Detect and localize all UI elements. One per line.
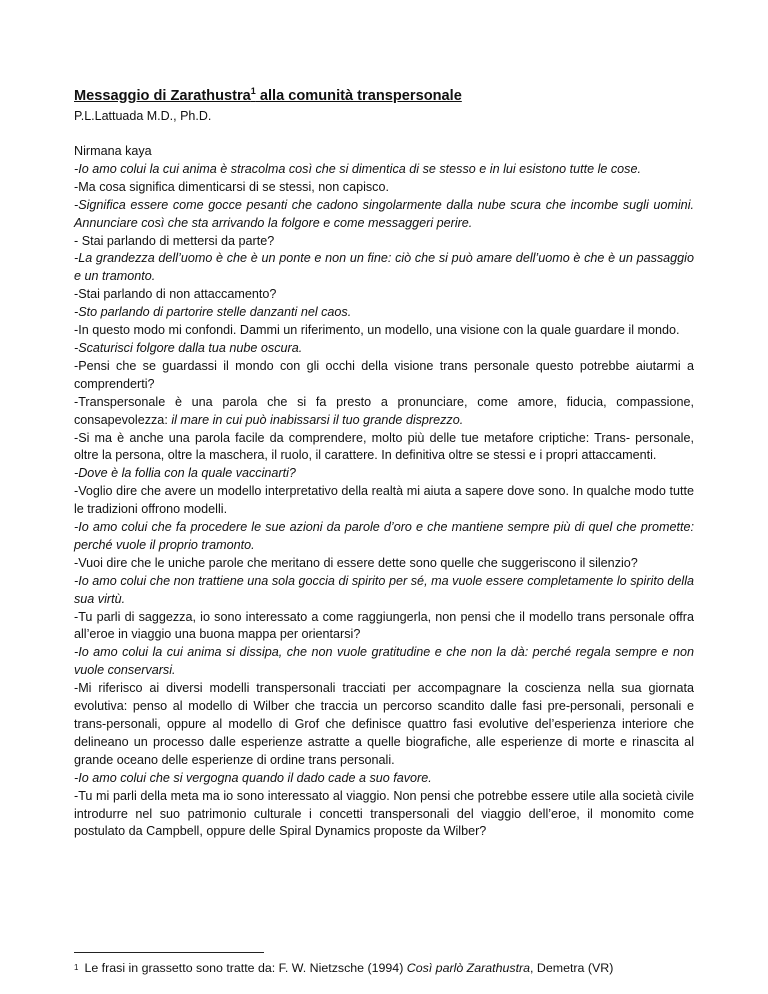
dialogue-line: [74, 161, 694, 179]
dialogue-line: [74, 233, 694, 251]
dialogue-line-text: -Pensi che se guardassi il mondo con gli occhi della visione trans personale questo potrebbe aiutarmi a comprenderti?: [74, 358, 694, 391]
footnote-separator: [74, 952, 264, 953]
dialogue-line: [74, 770, 694, 788]
dialogue-line-text: -Io amo colui che fa procedere le sue azioni da parole d’oro e che mantiene sempre più di quel che promette: perché vuole il proprio tramonto.: [74, 520, 694, 552]
dialogue-line: [74, 788, 694, 842]
footnote: [74, 960, 714, 976]
dialogue-line-text: -Io amo colui la cui anima è stracolma così che si dimentica di se stesso e in lui esistono tutte le cose.: [74, 161, 641, 176]
dialogue-line: [74, 179, 694, 197]
dialogue-line-text: -Mi riferisco ai diversi modelli transpersonali tracciati per accompagnare la coscienza nella sua giornata evolutiva: penso al modello di Wilber che traccia un percorso scandito dalle fasi pre-personali, personali e trans-personali, oppure al modello di Grof che definisce quattro fasi evolutive del’esperienza interiore che delineano un processo dalle esperienze astratte a quelle biografiche, alle esperienze di morte e rinascita al grande oceano delle esperienze di ordine trans personali.: [74, 681, 694, 767]
dialogue-line: [74, 430, 694, 466]
dialogue-line: [74, 555, 694, 573]
footnote-number: 1: [74, 963, 79, 972]
title-text-end: alla comunità transpersonale: [255, 88, 462, 104]
dialogue-line: [74, 322, 694, 340]
dialogue-line: [74, 394, 694, 430]
dialogue-line: [74, 286, 694, 304]
author-line: P.L.Lattuada M.D., Ph.D.: [74, 109, 212, 123]
dialogue-line: [74, 465, 694, 483]
dialogue-line: [74, 519, 694, 555]
dialogue-line-text: -Significa essere come gocce pesanti che cadono singolarmente dalla nube scura che incombe sugli uomini. Annunciare così che sta arrivando la folgore e come messaggeri perire.: [74, 197, 694, 230]
dialogue-line: [74, 358, 694, 394]
dialogue-line-text: -Sto parlando di partorire stelle danzanti nel caos.: [74, 305, 352, 320]
dialogue-line-text: -Io amo colui che non trattiene una sola goccia di spirito per sé, ma vuole essere completamente lo spirito della sua virtù.: [74, 573, 694, 606]
dialogue-line: [74, 573, 694, 609]
dialogue-line-text: -Io amo colui che si vergogna quando il dado cade a suo favore.: [74, 770, 432, 785]
dialogue-line-text: -Si ma è anche una parola facile da comprendere, molto più delle tue metafore criptiche: Trans- personale, oltre la persona, oltre la maschera, il ruolo, il carattere. In definitiva oltre se stessi e i propri attaccamenti.: [74, 430, 694, 463]
dialogue-line-text: -Tu parli di saggezza, io sono interessato a come raggiungerla, non pensi che il modello trans personale offra all’eroe in viaggio una buona mappa per orientarsi?: [74, 609, 694, 642]
dialogue-body: [74, 143, 694, 841]
dialogue-line: [74, 340, 694, 358]
dialogue-line-text: -Stai parlando di non attaccamento?: [74, 287, 277, 302]
dialogue-line: [74, 644, 694, 680]
dialogue-line-text: - Stai parlando di mettersi da parte?: [74, 233, 275, 248]
dialogue-line-italic: il mare in cui può inabissarsi il tuo grande disprezzo.: [171, 412, 464, 427]
dialogue-line: [74, 197, 694, 233]
dialogue-line-text: -La grandezza dell’uomo è che è un ponte e non un fine: ciò che si può amare dell’uomo è che è un passaggio e un tramonto.: [74, 251, 694, 284]
title-text: Messaggio di Zarathustra: [74, 88, 251, 104]
footnote-publisher: , Demetra (VR): [530, 961, 614, 975]
footnote-reference[interactable]: 1: [250, 86, 256, 97]
dialogue-line: [74, 609, 694, 645]
document-title: [74, 86, 694, 106]
dialogue-line-text: -Vuoi dire che le uniche parole che meritano di essere dette sono quelle che suggeriscono il silenzio?: [74, 555, 638, 570]
dialogue-line-text: -In questo modo mi confondi. Dammi un riferimento, un modello, una visione con la quale guardare il mondo.: [74, 323, 680, 338]
dialogue-line-text: -Transpersonale è una parola che si fa presto a pronunciare, come amore, fiducia, compassione, consapevolezza:: [74, 394, 694, 427]
dialogue-line-text: Nirmana kaya: [74, 144, 152, 158]
dialogue-line-text: -Dove è la follia con la quale vaccinarti?: [74, 466, 296, 481]
dialogue-line-text: -Voglio dire che avere un modello interpretativo della realtà mi aiuta a sapere dove sono. In qualche modo tutte le tradizioni offrono modelli.: [74, 484, 694, 517]
dialogue-line-text: -Io amo colui la cui anima si dissipa, che non vuole gratitudine e che non la dà: perché regala sempre e non vuole conservarsi.: [74, 645, 694, 678]
dialogue-line-text: -Tu mi parli della meta ma io sono interessato al viaggio. Non pensi che potrebbe essere utile alla società civile introdurre nel suo patrimonio culturale i concetti transpersonali del viaggio dell’eroe, il monomito come postulato da Campbell, oppure delle Spiral Dynamics proposte da Wilber?: [74, 788, 694, 839]
dialogue-line-text: -Scaturisci folgore dalla tua nube oscura.: [74, 340, 303, 355]
dialogue-line: [74, 483, 694, 519]
dialogue-line: [74, 304, 694, 322]
dialogue-line-text: -Ma cosa significa dimenticarsi di se stessi, non capisco.: [74, 179, 389, 194]
document-page: [74, 86, 694, 841]
dialogue-line: [74, 680, 694, 770]
footnote-text: Le frasi in grassetto sono tratte da: F. W. Nietzsche (1994): [84, 961, 407, 975]
dialogue-line: [74, 250, 694, 286]
footnote-book-title: Così parlò Zarathustra: [406, 961, 531, 975]
section-heading: [74, 143, 694, 161]
